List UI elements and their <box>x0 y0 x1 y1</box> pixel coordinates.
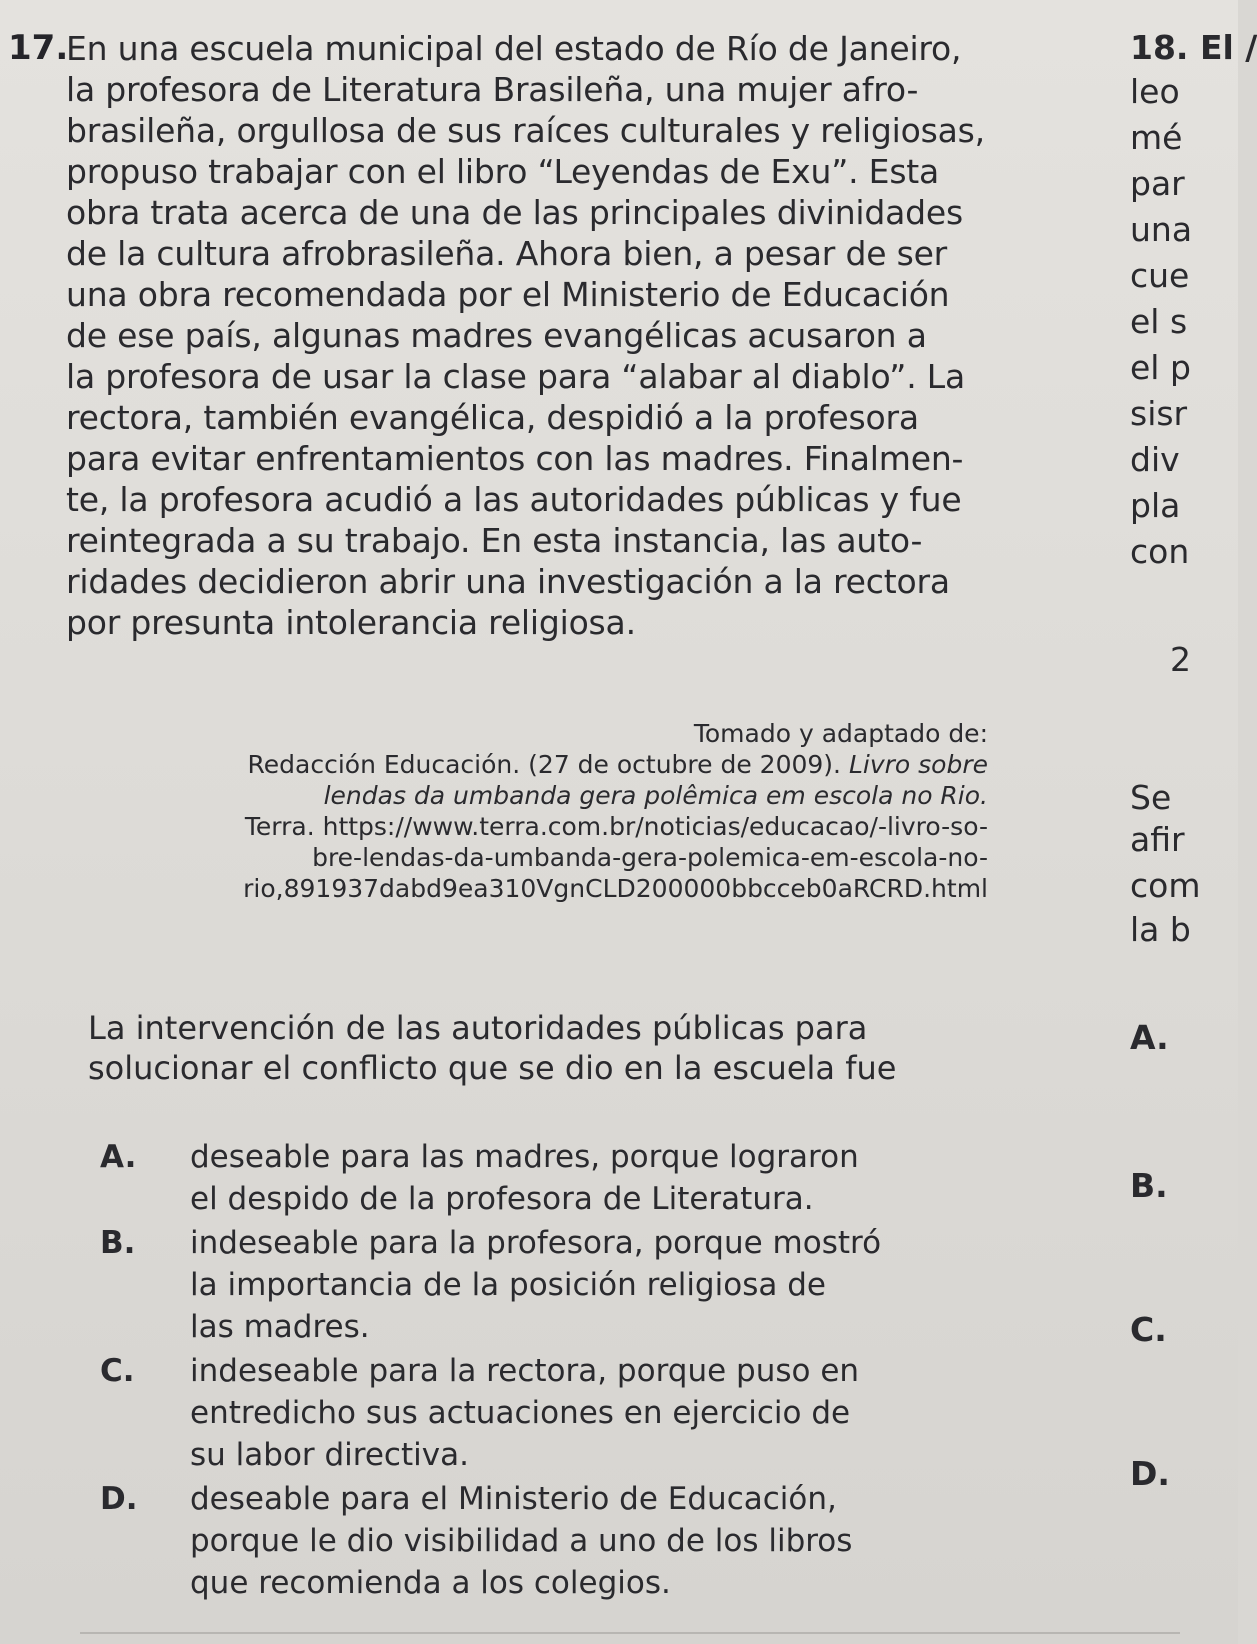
passage-line: para evitar enfrentamientos con las madres. Finalmen- <box>66 439 964 478</box>
passage-line: de ese país, algunas madres evangélicas acusaron a <box>66 316 927 355</box>
fragment-line: el p <box>1130 348 1191 387</box>
fragment-line: mé <box>1130 118 1183 157</box>
passage-line: brasileña, orgullosa de sus raíces culturales y religiosas, <box>66 111 985 150</box>
fragment-mark: 2 <box>1170 640 1191 679</box>
fragment-line: con <box>1130 532 1190 571</box>
fragment-line: el s <box>1130 302 1188 341</box>
fragment-line: Se <box>1130 778 1172 817</box>
source-line <box>88 749 988 780</box>
option-text: el despido de la profesora de Literatura. <box>190 1181 814 1217</box>
fragment-option: B. <box>1130 1166 1168 1205</box>
question-18-fragment <box>1130 0 1257 1644</box>
fragment-line: la b <box>1130 910 1191 949</box>
passage-line: En una escuela municipal del estado de Río de Janeiro, <box>66 29 962 68</box>
fragment-option: A. <box>1130 1018 1169 1057</box>
source-url: Terra. https://www.terra.com.br/noticias/educacao/-livro-so- <box>244 812 988 841</box>
passage-line: de la cultura afrobrasileña. Ahora bien, a pesar de ser <box>66 234 948 273</box>
option-text: indeseable para la profesora, porque mostró <box>190 1225 882 1261</box>
page-edge-line <box>80 1632 1180 1634</box>
passage-line: ridades decidieron abrir una investigación a la rectora <box>66 562 950 601</box>
fragment-line: par <box>1130 164 1185 203</box>
option-letter: B. <box>100 1225 136 1261</box>
option-text: las madres. <box>190 1309 370 1345</box>
fragment-line: sisr <box>1130 394 1188 433</box>
question-stem <box>88 1008 896 1088</box>
passage-line: rectora, también evangélica, despidió a la profesora <box>66 398 919 437</box>
passage-line: una obra recomendada por el Ministerio de Educación <box>66 275 950 314</box>
option-text: indeseable para la rectora, porque puso en <box>190 1353 860 1389</box>
passage-line: te, la profesora acudió a las autoridades públicas y fue <box>66 480 962 519</box>
option-letter: C. <box>100 1353 135 1389</box>
question-17-passage <box>66 28 985 643</box>
option-text: porque le dio visibilidad a uno de los libros <box>190 1523 853 1559</box>
source-author-date: Redacción Educación. (27 de octubre de 2009). <box>247 750 849 779</box>
option-text: deseable para las madres, porque lograron <box>190 1139 859 1175</box>
stem-line: La intervención de las autoridades públicas para <box>88 1009 868 1047</box>
fragment-line: cue <box>1130 256 1190 295</box>
fragment-line: pla <box>1130 486 1181 525</box>
fragment-option: C. <box>1130 1310 1167 1349</box>
passage-line: por presunta intolerancia religiosa. <box>66 603 636 642</box>
option-text: la importancia de la posición religiosa de <box>190 1267 826 1303</box>
fragment-option: D. <box>1130 1454 1170 1493</box>
source-title-cont: lendas da umbanda gera polêmica em escola no Rio. <box>323 781 988 810</box>
question-18-number: 18. El / <box>1130 28 1257 67</box>
source-url: rio,891937dabd9ea310VgnCLD200000bbcceb0aRCRD.html <box>243 874 988 903</box>
source-url: bre-lendas-da-umbanda-gera-polemica-em-escola-no- <box>312 843 988 872</box>
option-letter: D. <box>100 1481 138 1517</box>
source-title: Livro sobre <box>848 750 988 779</box>
passage-line: obra trata acerca de una de las principales divinidades <box>66 193 963 232</box>
source-heading: Tomado y adaptado de: <box>693 719 988 748</box>
option-text: su labor directiva. <box>190 1437 469 1473</box>
fragment-line: com <box>1130 866 1201 905</box>
fragment-line: leo <box>1130 72 1180 111</box>
source-citation <box>88 718 988 904</box>
option-text: que recomienda a los colegios. <box>190 1565 671 1601</box>
question-17-number: 17. <box>8 28 69 68</box>
fragment-line: una <box>1130 210 1193 249</box>
option-text: entredicho sus actuaciones en ejercicio de <box>190 1395 851 1431</box>
passage-line: la profesora de Literatura Brasileña, una mujer afro- <box>66 70 919 109</box>
fragment-line: div <box>1130 440 1180 479</box>
fragment-line: afir <box>1130 820 1185 859</box>
passage-line: reintegrada a su trabajo. En esta instancia, las auto- <box>66 521 923 560</box>
option-letter: A. <box>100 1139 137 1175</box>
stem-line: solucionar el conflicto que se dio en la escuela fue <box>88 1049 897 1087</box>
passage-line: propuso trabajar con el libro “Leyendas de Exu”. Esta <box>66 152 940 191</box>
option-text: deseable para el Ministerio de Educación, <box>190 1481 837 1517</box>
passage-line: la profesora de usar la clase para “alabar al diablo”. La <box>66 357 965 396</box>
